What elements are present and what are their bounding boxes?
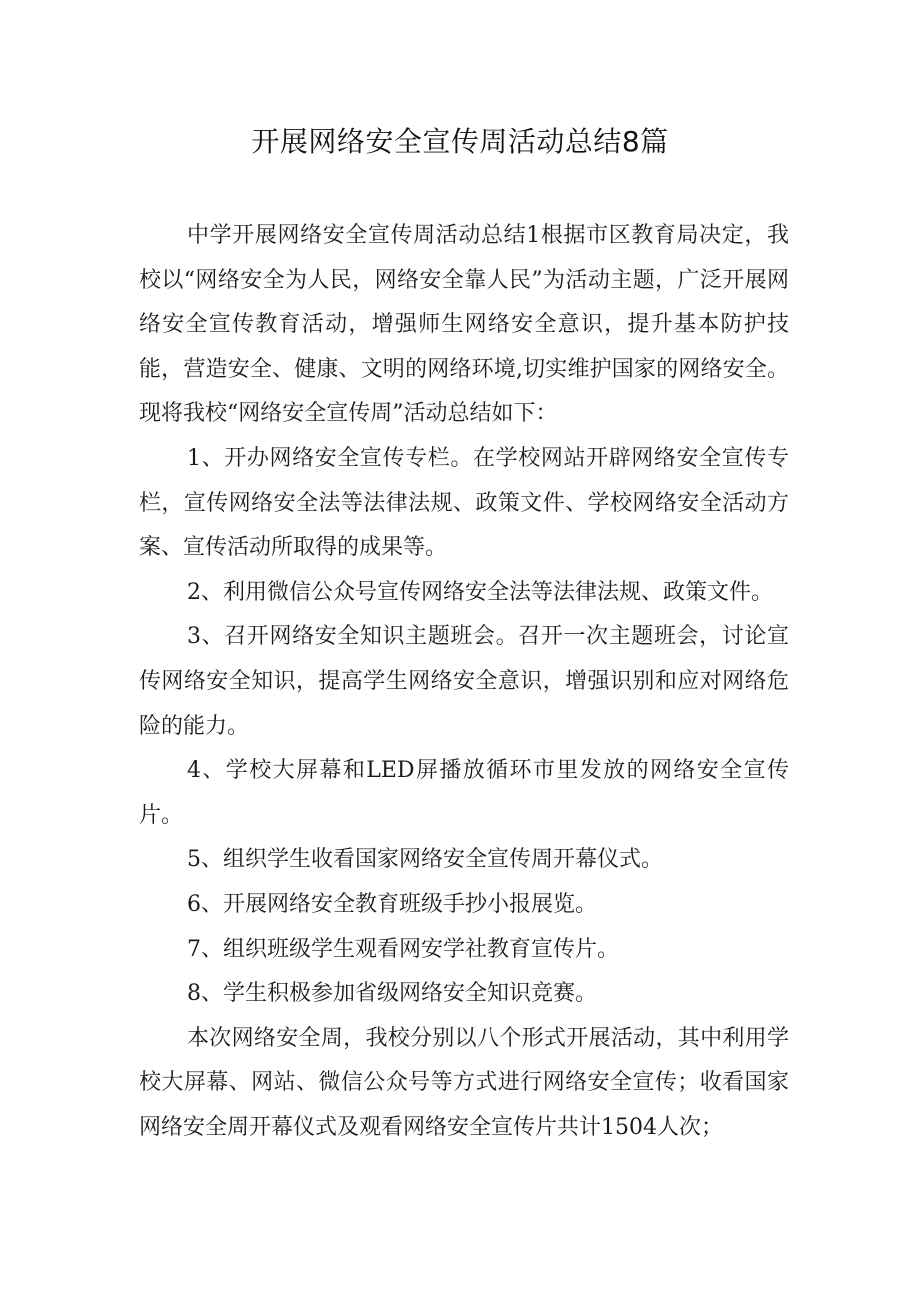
paragraph-item-8: 8、学生积极参加省级网络安全知识竞赛。 [187, 981, 597, 1007]
document-body [139, 214, 789, 1150]
paragraph-item-6: 6、开展网络安全教育班级手抄小报展览。 [187, 891, 597, 917]
document-title: 开展网络安全宣传周活动总结8篇 [251, 125, 669, 158]
paragraph-item-7: 7、组织班级学生观看网安学社教育宣传片。 [187, 936, 619, 962]
paragraph-item-4: 4、学校大屏幕和LED屏播放循环市里发放的网络安全宣传片。 [139, 758, 789, 828]
paragraph-intro: 中学开展网络安全宣传周活动总结1根据市区教育局决定，我校以“网络安全为人民，网络安全靠人民”为活动主题，广泛开展网络安全宣传教育活动，增强师生网络安全意识，提升基本防护技能，营造安全、健康、文明的网络环境,切实维护国家的网络安全。现将我校“网络安全宣传周”活动总结如下： [139, 223, 789, 427]
paragraph-item-2: 2、利用微信公众号宣传网络安全法等法律法规、政策文件。 [187, 579, 773, 605]
paragraph-item-3: 3、召开网络安全知识主题班会。召开一次主题班会，讨论宣传网络安全知识，提高学生网络安全意识，增强识别和应对网络危险的能力。 [139, 624, 789, 739]
paragraph-item-1: 1、开办网络安全宣传专栏。在学校网站开辟网络安全宣传专栏，宣传网络安全法等法律法规、政策文件、学校网络安全活动方案、宣传活动所取得的成果等。 [139, 445, 789, 561]
paragraph-summary: 本次网络安全周，我校分别以八个形式开展活动，其中利用学校大屏幕、网站、微信公众号等方式进行网络安全宣传；收看国家网络安全周开幕仪式及观看网络安全宣传片共计1504人次； [139, 1025, 789, 1140]
paragraph-item-5: 5、组织学生收看国家网络安全宣传周开幕仪式。 [187, 847, 663, 873]
